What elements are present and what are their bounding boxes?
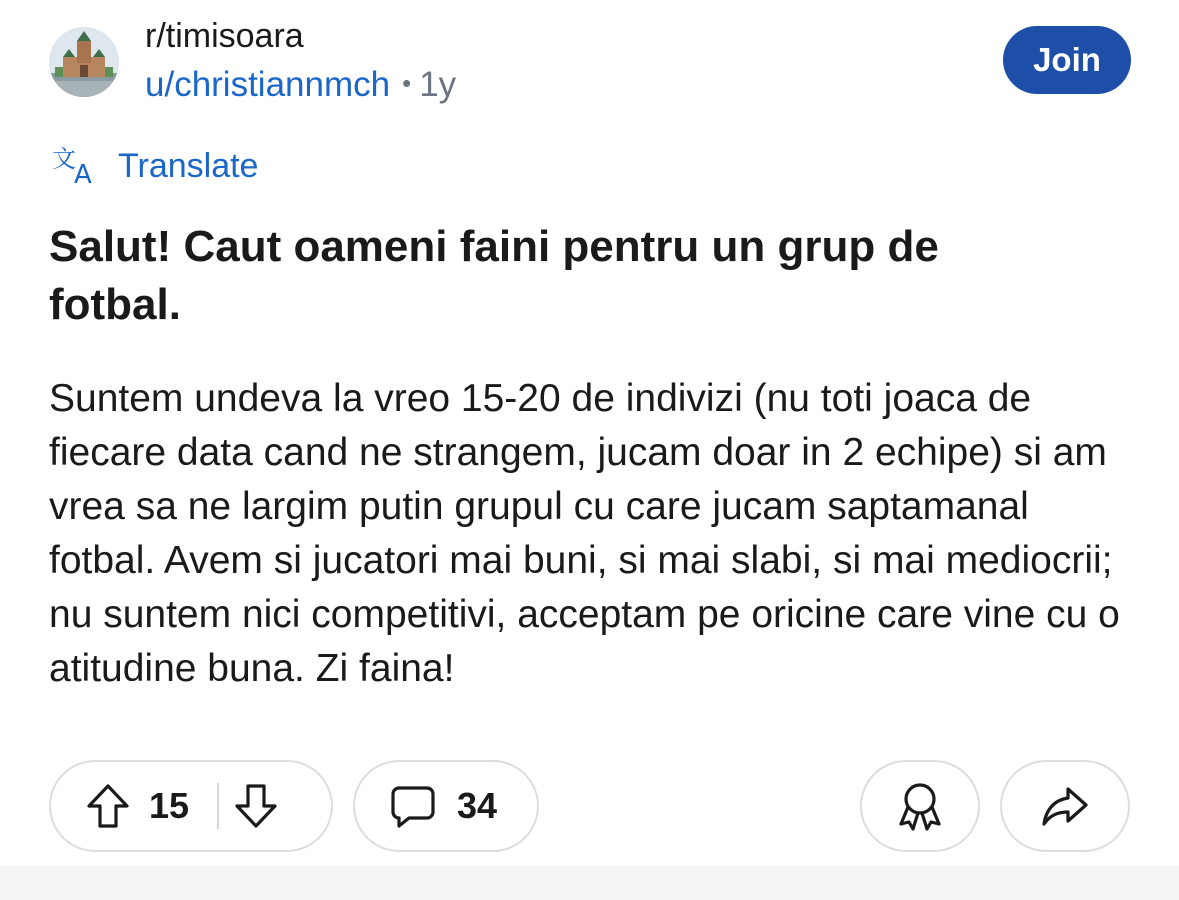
comment-icon-wrap xyxy=(389,782,437,830)
award-button[interactable] xyxy=(860,760,980,852)
translate-link[interactable] xyxy=(50,144,258,188)
comment-bubble-icon xyxy=(389,782,437,830)
share-button[interactable] xyxy=(1000,760,1130,852)
translate-label: Translate xyxy=(118,147,259,185)
upvote-button[interactable] xyxy=(85,782,131,830)
vote-control xyxy=(49,760,333,852)
subreddit-avatar[interactable] xyxy=(49,27,119,97)
svg-text:A: A xyxy=(74,160,92,187)
feed-divider xyxy=(0,866,1179,900)
vote-divider xyxy=(217,783,219,829)
cathedral-icon xyxy=(49,27,119,97)
downvote-button[interactable] xyxy=(233,782,279,830)
post-title[interactable]: Salut! Caut oameni faini pentru un grup de fotbal. xyxy=(49,222,939,329)
award-icon xyxy=(895,780,945,832)
post-body: Suntem undeva la vreo 15-20 de indivizi (nu toti joaca de fiecare data cand ne strangem, jucam doar in 2 echipe) si am vrea sa ne largim putin grupul cu care jucam saptamanal fotbal. Avem si jucatori mai buni, si mai slabi, si mai mediocrii; nu suntem nici competitivi, acceptam pe oricine care vine cu o atitudine buna. Zi faina! xyxy=(49,377,1120,690)
svg-text:文: 文 xyxy=(52,145,76,173)
post-age: 1y xyxy=(419,65,457,104)
subreddit-name[interactable]: r/timisoara xyxy=(145,17,304,55)
comments-button[interactable] xyxy=(353,760,539,852)
upvote-arrow-icon xyxy=(85,782,131,830)
join-button[interactable]: Join xyxy=(1003,26,1131,94)
share-arrow-icon xyxy=(1040,783,1090,829)
translate-icon xyxy=(50,145,104,187)
post-meta xyxy=(145,64,456,108)
meta-separator: • xyxy=(402,68,412,98)
vote-count: 15 xyxy=(149,785,190,826)
comment-count: 34 xyxy=(457,785,498,826)
author-username[interactable]: u/christiannmch xyxy=(145,65,391,104)
downvote-arrow-icon xyxy=(233,782,279,830)
